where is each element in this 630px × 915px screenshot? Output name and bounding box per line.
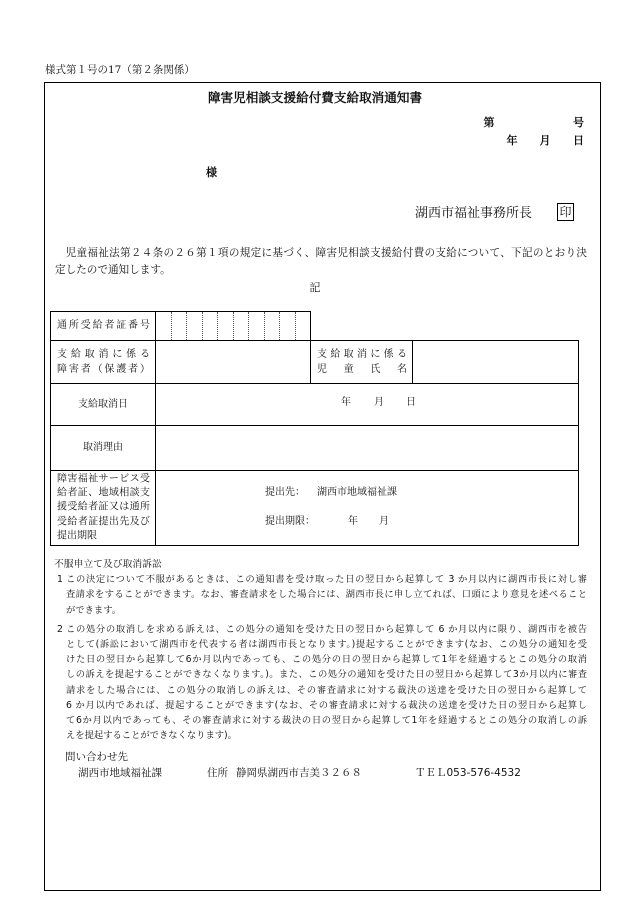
item-line: この処分の取消しを求める訴えは、この処分の通知を受けた日の翌日から起算して 6 か月以内に限り、湖西市を被告: [66, 623, 587, 635]
submission-label-line: 提出期限: [57, 530, 97, 542]
issue-date-day: 日: [573, 133, 584, 147]
item-number: 1: [57, 574, 63, 586]
submission-label-line: 給者証、地域相談支: [57, 487, 150, 499]
guardian-value-cell: [155, 340, 311, 384]
cancel-date-day: 日: [406, 397, 416, 408]
document-number-prefix: 第: [483, 115, 495, 129]
guardian-label-cell: [50, 340, 156, 384]
submission-label-line: 受給者証提出先及び: [57, 516, 150, 528]
deadline-year: 年: [348, 515, 358, 527]
digit-box: [248, 312, 264, 340]
contact-address-value: 静岡県湖西市吉美３２６８: [236, 766, 362, 779]
cert-number-label: 通所受給者証番号: [57, 320, 150, 331]
cancel-date-label-cell: [50, 383, 156, 426]
digit-box: [279, 312, 295, 340]
cancel-date-month: 月: [374, 397, 384, 408]
submit-to-value: 湖西市地域福祉課: [317, 486, 397, 498]
guardian-label: [57, 347, 150, 377]
appeal-section: [54, 557, 587, 743]
child-value-cell: [412, 340, 579, 384]
submission-label: [57, 472, 150, 543]
guardian-label-line: 支給取消に係る: [57, 349, 150, 360]
item-line: けた日の翌日から起算して6か月以内であっても、この処分の日の翌日から起算して1年を経過するとこの処分の取消: [66, 654, 587, 666]
item-line: 査請求をすることができます。なお、審査請求をした場合には、湖西市長に申し立てれば、口頭により意見を述べること: [66, 589, 587, 601]
submission-label-line: 援受給者証又は通所: [57, 501, 150, 513]
item-text: [66, 622, 587, 744]
item-line: ができます。: [66, 604, 122, 616]
appeal-item-1: [54, 572, 587, 618]
digit-box: [217, 312, 233, 340]
item-number: 2: [57, 623, 63, 635]
item-line: として(訴訟において湖西市を代表する者は湖西市長となります。)提起することができます(なお、この処分の通知を受: [66, 639, 587, 651]
contact-address: [207, 768, 362, 779]
digit-box: [156, 312, 171, 340]
recipient-honorific: 様: [206, 165, 217, 179]
record-mark: 記: [309, 280, 321, 294]
intro-line: 定したので通知します。: [55, 263, 171, 276]
contact-tel-value: 053-576-4532: [446, 766, 521, 779]
child-label-cell: [310, 340, 413, 384]
document-title: 障害児相談支援給付費支給取消通知書: [207, 90, 423, 105]
item-line: しの訴えを提起することができなくなります。)。また、この処分の通知を受けた日の翌日から起算して3か月以内に審査: [66, 669, 587, 681]
contact-tel: [415, 768, 521, 779]
cancel-date-value-cell: [155, 383, 579, 426]
digit-box: [171, 312, 187, 340]
document-number-suffix: 号: [573, 115, 584, 129]
deadline-month: 月: [379, 515, 389, 527]
digit-box: [186, 312, 202, 340]
issue-date-year: 年: [506, 133, 518, 147]
contact-heading: 問い合わせ先: [65, 750, 128, 763]
child-label: [317, 347, 407, 377]
deadline-label: 提出期限：: [265, 515, 315, 527]
appeal-item-2: [54, 622, 587, 744]
form-number: 様式第１号の17（第２条関係）: [45, 64, 195, 76]
contact-tel-label: ＴＥＬ: [415, 766, 447, 779]
digit-box: [202, 312, 218, 340]
child-label-line: 児童氏名: [317, 364, 407, 375]
reason-label-cell: [50, 425, 156, 471]
digit-box: [295, 312, 311, 340]
contact-address-label: 住所: [207, 766, 228, 779]
submission-label-line: 障害福祉サービス受: [57, 473, 150, 485]
digit-row: [156, 312, 310, 340]
issuer-name: 湖西市福祉事務所長: [415, 205, 533, 221]
submit-to-label: 提出先：: [265, 486, 305, 498]
reason-label: 取消理由: [83, 442, 123, 453]
intro-line: 児童福祉法第２４条の２６第１項の規定に基づく、障害児相談支援給付費の支給について、下記のとおり決: [65, 246, 587, 259]
submission-value-cell: [155, 470, 579, 546]
digit-box: [264, 312, 280, 340]
submission-label-cell: [50, 470, 156, 546]
seal-mark: 印: [557, 203, 574, 221]
cert-number-label-cell: [50, 311, 156, 341]
contact-department: 湖西市地域福祉課: [78, 766, 162, 779]
cancel-date-label: 支給取消日: [78, 398, 128, 410]
child-label-line: 支給取消に係る: [317, 349, 407, 360]
cancel-date-year: 年: [341, 397, 351, 408]
item-line: て6か月以内であっても、その審査請求に対する裁決の日の翌日から起算して1年を経過するとこの処分の取消しの訴: [66, 715, 587, 727]
cert-number-digits: [155, 311, 311, 341]
issue-date-month: 月: [539, 133, 551, 147]
intro-paragraph: [55, 245, 587, 279]
reason-value-cell: [155, 425, 579, 471]
item-text: [66, 572, 587, 618]
appeal-heading: 不服申立て及び取消訴訟: [54, 559, 162, 570]
item-line: この決定について不服があるときは、この通知書を受け取った日の翌日から起算して 3 か月以内に湖西市長に対し審: [66, 574, 587, 586]
item-line: 6 か月以内であれば、提起することができます(なお、その審査請求に対する裁決の送達を受けた日の翌日から起算し: [66, 699, 587, 711]
item-line: 請求をした場合には、この処分の取消しの訴えは、その審査請求に対する裁決の送達を受けた日の翌日から起算して: [66, 684, 587, 696]
item-line: えを提起することができなくなります)。: [66, 730, 237, 742]
guardian-label-line: 障害者（保護者）: [57, 364, 150, 375]
digit-box: [233, 312, 249, 340]
